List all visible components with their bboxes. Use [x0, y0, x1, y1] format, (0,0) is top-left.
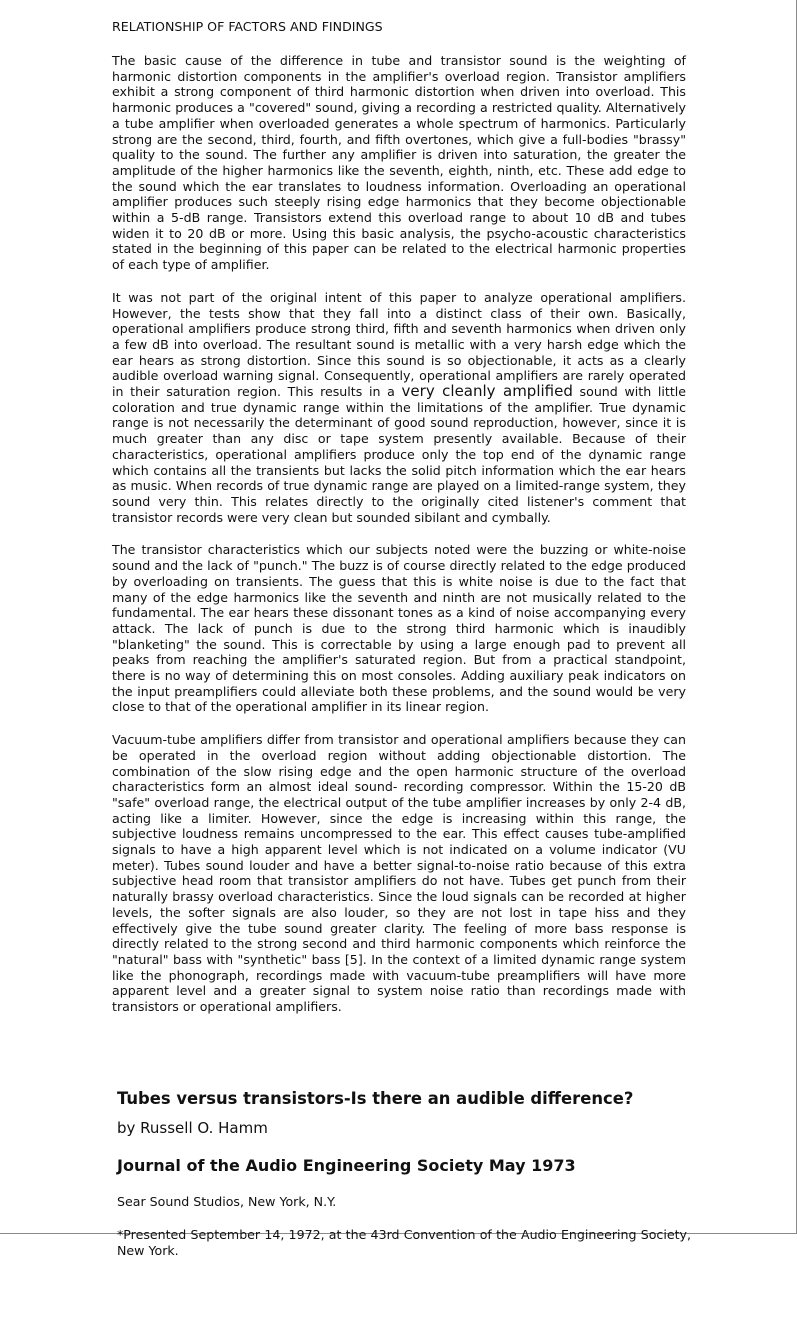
paragraph-operational-amplifiers-emphasis: very cleanly amplified — [401, 382, 573, 401]
article-body — [112, 19, 686, 1032]
article-title: Tubes versus transistors-Is there an audible difference? — [117, 1089, 634, 1108]
paragraph-transistor-characteristics: The transistor characteristics which our subjects noted were the buzzing or white-noise sound and the lack of "punch." The buzz is of course directly related to the edge produced by overloading on transients. The guess that this is white noise is due to the fact that many of the edge harmonics like the seventh and ninth are not musically related to the fundamental. The ear hears these dissonant tones as a kind of noise accompanying every attack. The lack of punch is due to the strong third harmonic which is inaudibly "blanketing" the sound. This is correctable by using a large enough pad to prevent all peaks from reaching the amplifier's saturated region. But from a practical standpoint, there is no way of determining this on most consoles. Adding auxiliary peak indicators on the input preamplifiers could alleviate both these problems, and the sound would be very close to that of the operational amplifier in its linear region. — [112, 542, 686, 715]
presentation-footnote: *Presented September 14, 1972, at the 43rd Convention of the Audio Engineering Society, New York. — [117, 1227, 691, 1258]
section-heading: RELATIONSHIP OF FACTORS AND FINDINGS — [112, 19, 383, 34]
article-info — [117, 1088, 691, 1259]
paragraph-operational-amplifiers — [112, 290, 686, 526]
paragraph-operational-amplifiers-text-start: It was not part of the original intent of this paper to analyze operational amplifiers. However, the tests show that they fall into a distinct class of their own. Basically, operational amplifiers produce strong third, fifth and seventh harmonics when driven only a few dB into overload. The resultant sound is metallic with a very harsh edge which the ear hears as strong distortion. Since this sound is so objectionable, it acts as a clearly audible overload warning signal. Consequently, operational amplifiers are rarely operated in their saturation region. This results in a — [112, 289, 686, 400]
journal-citation: Journal of the Audio Engineering Society May 1973 — [117, 1156, 576, 1175]
article-author: by Russell O. Hamm — [117, 1119, 268, 1137]
author-affiliation: Sear Sound Studios, New York, N.Y. — [117, 1194, 337, 1209]
paragraph-operational-amplifiers-text-end: sound with little coloration and true dynamic range within the limitations of the amplifier. True dynamic range is not necessarily the determinant of good sound reproduction, however, since it is much greater than any disc or tape system presently available. Because of their characteristics, operational amplifiers produce only the top end of the dynamic range which contains all the transients but lacks the solid pitch information which the ear hears as music. When records of true dynamic range are played on a limited-range system, they sound very thin. This relates directly to the originally cited listener's comment that transistor records were very clean but sounded sibilant and cymbally. — [112, 384, 686, 525]
paragraph-vacuum-tube-amplifiers: Vacuum-tube amplifiers differ from transistor and operational amplifiers because they can be operated in the overload region without adding objectionable distortion. The combination of the slow rising edge and the open harmonic structure of the overload characteristics form an almost ideal sound- recording compressor. Within the 15-20 dB "safe" overload range, the electrical output of the tube amplifier increases by only 2-4 dB, acting like a limiter. However, since the edge is increasing within this range, the subjective loudness remains uncompressed to the ear. This effect causes tube-amplified signals to have a high apparent level which is not indicated on a volume indicator (VU meter). Tubes sound louder and have a better signal-to-noise ratio because of this extra subjective head room that transistor amplifiers do not have. Tubes get punch from their naturally brassy overload characteristics. Since the loud signals can be recorded at higher levels, the softer signals are also louder, so they are not lost in tape hiss and they effectively give the tube sound greater clarity. The feeling of more bass response is directly related to the strong second and third harmonic components which reinforce the "natural" bass with "synthetic" bass [5]. In the context of a limited dynamic range system like the phonograph, recordings made with vacuum-tube preamplifiers will have more apparent level and a greater signal to system noise ratio than recordings made with transistors or operational amplifiers. — [112, 732, 686, 1015]
paragraph-harmonic-weighting: The basic cause of the difference in tube and transistor sound is the weighting of harmonic distortion components in the amplifier's overload region. Transistor amplifiers exhibit a strong component of third harmonic distortion when driven into overload. This harmonic produces a "covered" sound, giving a recording a restricted quality. Alternatively a tube amplifier when overloaded generates a whole spectrum of harmonics. Particularly strong are the second, third, fourth, and fifth overtones, which give a full-bodies "brassy" quality to the sound. The further any amplifier is driven into saturation, the greater the amplitude of the higher harmonics like the seventh, eighth, ninth, etc. These add edge to the sound which the ear translates to loudness information. Overloading an operational amplifier produces such steeply rising edge harmonics that they become objectionable within a 5-dB range. Transistors extend this overload range to about 10 dB and tubes widen it to 20 dB or more. Using this basic analysis, the psycho-acoustic characteristics stated in the beginning of this paper can be related to the electrical harmonic properties of each type of amplifier. — [112, 53, 686, 273]
